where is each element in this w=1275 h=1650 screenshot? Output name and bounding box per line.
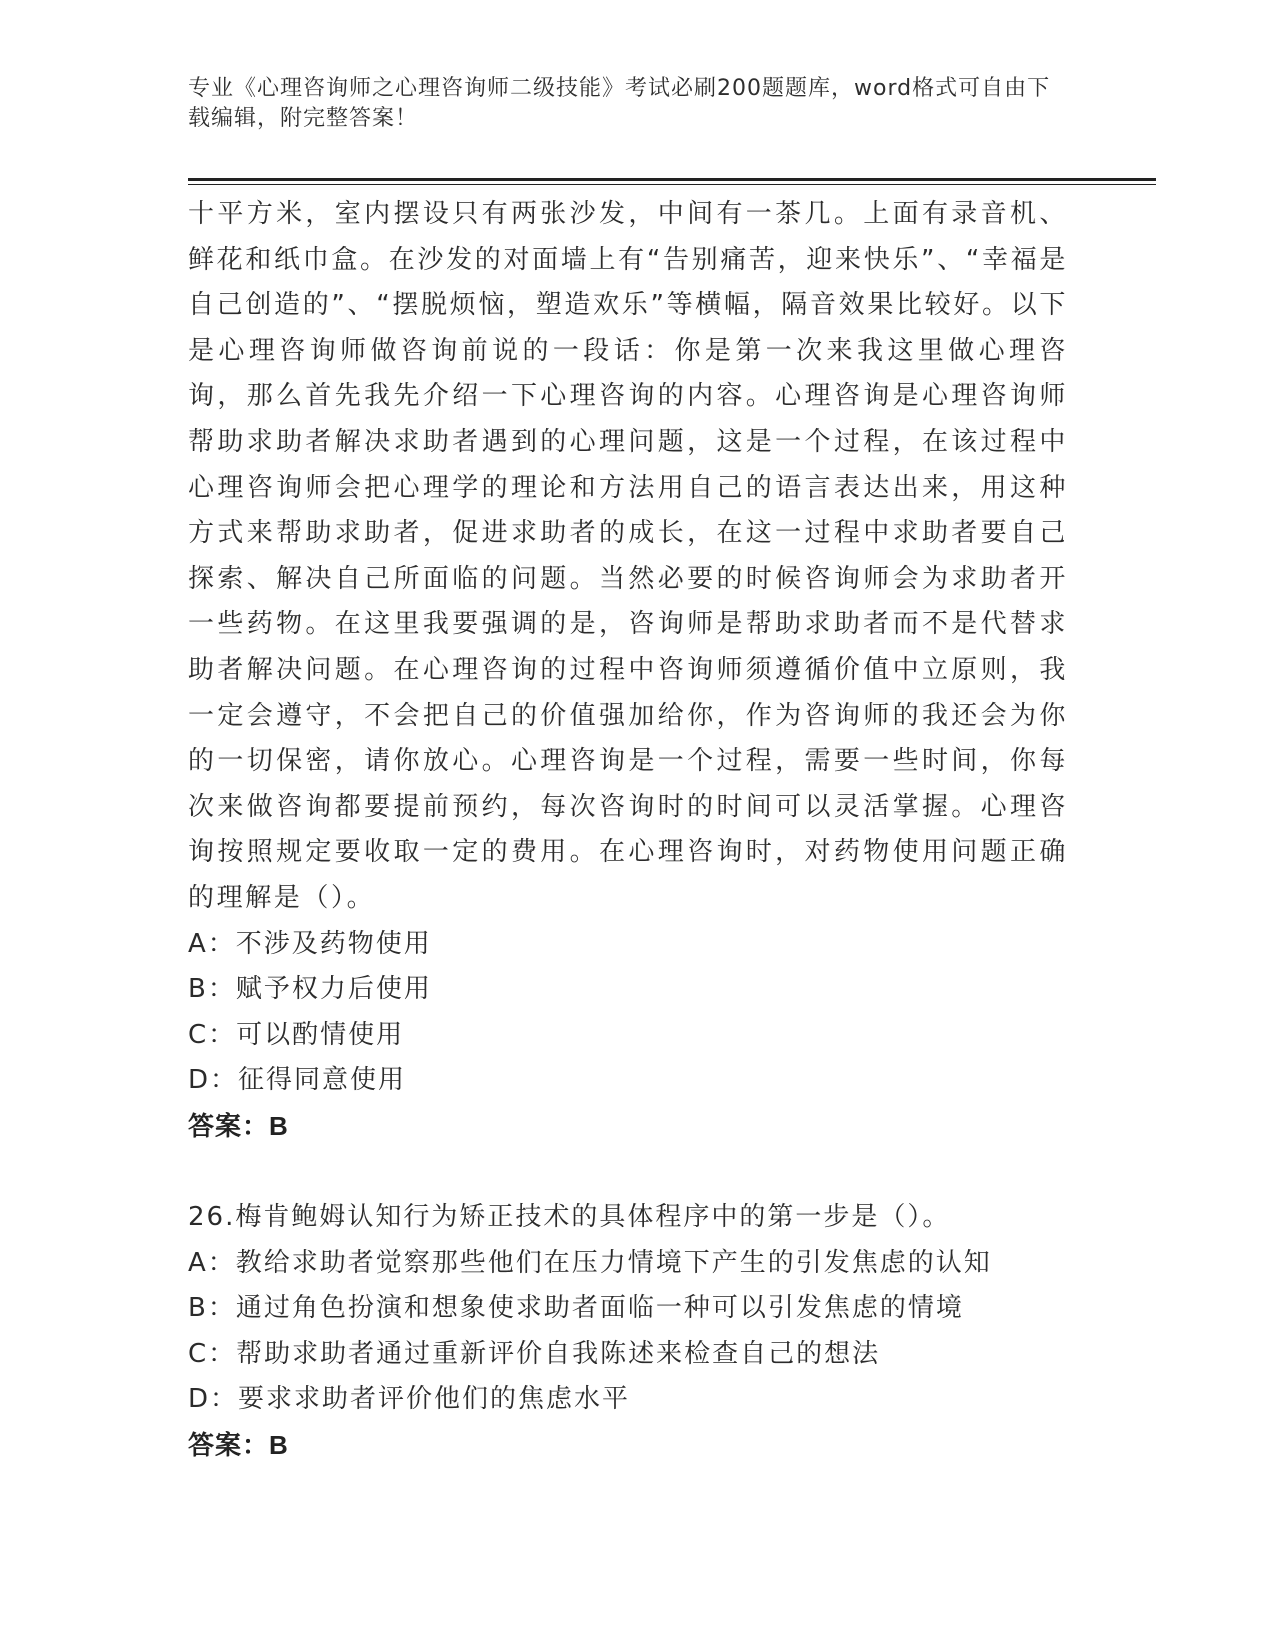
question-25-option-c: C：可以酌情使用 (188, 1019, 405, 1050)
question-26-stem: 26.梅肯鲍姆认知行为矫正技术的具体程序中的第一步是（）。 (188, 1202, 951, 1233)
page-header-title: 专业《心理咨询师之心理咨询师二级技能》考试必刷200题题库，word格式可自由下载编辑，附完整答案！ (188, 76, 1051, 131)
question-26-option-c: C：帮助求助者通过重新评价自我陈述来检查自己的想法 (188, 1338, 881, 1369)
document-body (188, 192, 1068, 1469)
question-26-option-a: A：教给求助者觉察那些他们在压力情境下产生的引发焦虑的认知 (188, 1247, 992, 1278)
question-25-option-a: A：不涉及药物使用 (188, 928, 432, 959)
question-26-option-b: B：通过角色扮演和想象使求助者面临一种可以引发焦虑的情境 (188, 1293, 964, 1324)
question-spacer (188, 1149, 1068, 1195)
question-25-answer: 答案：B (188, 1110, 289, 1141)
question-25-stem: 十平方米，室内摆设只有两张沙发，中间有一茶几。上面有录音机、鲜花和纸巾盒。在沙发的对面墙上有“告别痛苦，迎来快乐”、“幸福是自己创造的”、“摆脱烦恼，塑造欢乐”等横幅，隔音效果比较好。以下是心理咨询师做咨询前说的一段话：你是第一次来我这里做心理咨询，那么首先我先介绍一下心理咨询的内容。心理咨询是心理咨询师帮助求助者解决求助者遇到的心理问题，这是一个过程，在该过程中心理咨询师会把心理学的理论和方法用自己的语言表达出来，用这种方式来帮助求助者，促进求助者的成长，在这一过程中求助者要自己探索、解决自己所面临的问题。当然必要的时候咨询师会为求助者开一些药物。在这里我要强调的是，咨询师是帮助求助者而不是代替求助者解决问题。在心理咨询的过程中咨询师须遵循价值中立原则，我一定会遵守，不会把自己的价值强加给你，作为咨询师的我还会为你的一切保密，请你放心。心理咨询是一个过程，需要一些时间，你每次来做咨询都要提前预约，每次咨询时的时间可以灵活掌握。心理咨询按照规定要收取一定的费用。在心理咨询时，对药物使用问题正确的理解是（）。 (188, 199, 1068, 913)
header-rule-thin (188, 184, 1156, 185)
question-25-option-b: B：赋予权力后使用 (188, 974, 432, 1005)
question-26-answer: 答案：B (188, 1430, 289, 1461)
question-25-option-d: D：征得同意使用 (188, 1065, 407, 1096)
question-26-option-d: D：要求求助者评价他们的焦虑水平 (188, 1384, 631, 1415)
header-rule-thick (188, 178, 1156, 181)
